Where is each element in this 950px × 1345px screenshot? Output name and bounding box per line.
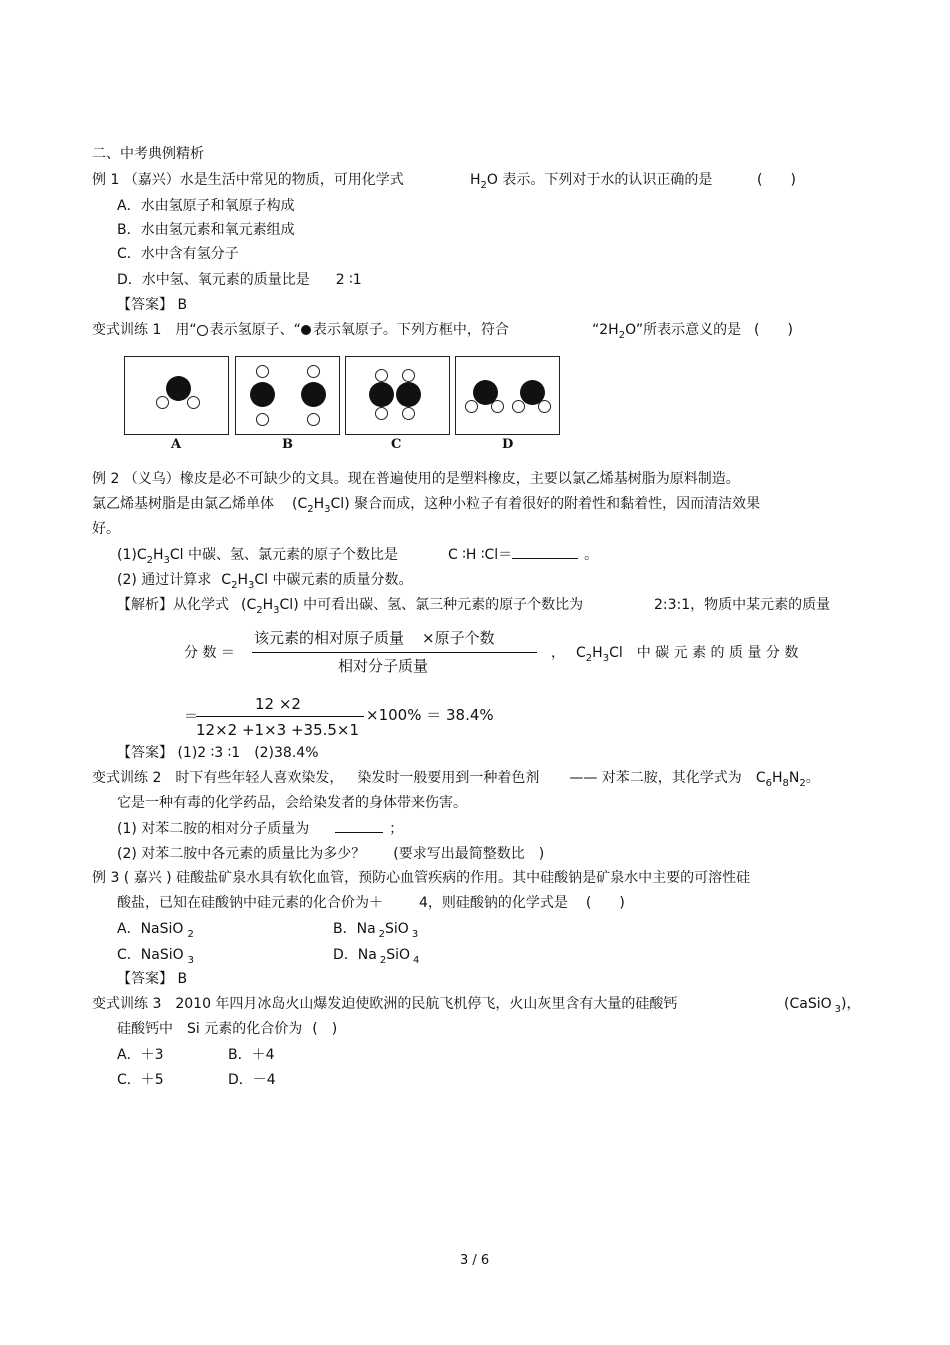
variant2-q1: (1) 对苯二胺的相对分子质量为 ； (117, 821, 404, 837)
example3-line1: 例 3 ( 嘉兴 ) 硅酸盐矿泉水具有软化血管，预防心血管疾病的作用。其中硅酸钠是矿泉水中主要的可溶性硅 (92, 870, 751, 886)
molecule-label-a: A (171, 437, 182, 452)
hydrogen-atom-icon (512, 400, 525, 413)
example2-q1-blank: C ∶H ∶Cl＝ 。 (448, 547, 599, 563)
section-title: 二、中考典例精析 (92, 146, 204, 162)
formula-rhs: $C_2H_3Cl$ 中 碳 元 素 的 质 量 分 数 (576, 645, 799, 664)
molecule-label-c: C (391, 437, 402, 452)
molecule-box-b (235, 356, 340, 435)
calc-result: ×100% ＝ 38.4% (366, 706, 494, 724)
hydrogen-atom-icon (465, 400, 478, 413)
example2-answer: 【答案】 (1)2 ∶3 ∶1 (2)38.4% (117, 745, 319, 761)
example2-line3: 好。 (92, 521, 120, 537)
example1-option-b: B．水由氢元素和氧元素组成 (117, 222, 295, 238)
oxygen-atom-icon (250, 382, 275, 407)
example2-analysis: 【解析】从化学式 $(C_2H_3Cl)$ 中可看出碳、氢、氯三种元素的原子个数比为 (117, 597, 584, 616)
hydrogen-atom-icon (156, 396, 169, 409)
hydrogen-atom-icon (307, 365, 320, 378)
variant1-answer-paren: ( ) (754, 322, 793, 338)
molecule-box-d (455, 356, 560, 435)
variant2-q2: (2) 对苯二胺中各元素的质量比为多少？ (要求写出最简整数比 ) (117, 846, 545, 862)
formula-numerator: 该元素的相对原子质量 ×原子个数 (254, 629, 495, 647)
oxygen-atom-icon (301, 382, 326, 407)
example1-option-a: A．水由氢原子和氧原子构成 (117, 198, 295, 214)
variant3-option-c: C．＋5 (117, 1072, 164, 1088)
hydrogen-atom-icon (187, 396, 200, 409)
hydrogen-atom-icon (197, 325, 208, 336)
hydrogen-atom-icon (402, 369, 415, 382)
example1-answer-paren: ( ) (757, 172, 796, 188)
variant3-option-b: B．＋4 (228, 1047, 275, 1063)
example3-option-a: A．NaSiO $_2$ (117, 921, 194, 940)
molecule-box-c (345, 356, 450, 435)
example2-line1: 例 2 （义乌）橡皮是必不可缺少的文具。现在普遍使用的是塑料橡皮，主要以氯乙烯基树脂为原料制造。 (92, 471, 740, 487)
formula-comma: ， (551, 645, 565, 661)
hydrogen-atom-icon (256, 365, 269, 378)
example1-option-d: D．水中氢、氧元素的质量比是 2 ∶1 (117, 272, 362, 288)
variant3-formula: (CaSiO $_3$)， (784, 996, 861, 1015)
molecule-label-b: B (282, 437, 293, 452)
hydrogen-atom-icon (402, 407, 415, 420)
oxygen-atom-icon (301, 325, 311, 335)
variant3-option-d: D．－4 (228, 1072, 276, 1088)
molecule-label-d: D (502, 437, 514, 452)
variant1-question: 变式训练 1 用“ 表示氢原子、“ 表示氧原子。下列方框中，符合 (92, 322, 509, 338)
fraction-bar (252, 652, 537, 653)
example3-option-c: C．NaSiO $_3$ (117, 947, 194, 966)
example1-formula: $H_2O$ 表示。下列对于水的认识正确的是 (470, 172, 713, 191)
hydrogen-atom-icon (256, 413, 269, 426)
calc-fraction-bar (196, 716, 364, 717)
variant2-line2: 它是一种有毒的化学药品，会给染发者的身体带来伤害。 (117, 795, 467, 811)
variant3-line1: 变式训练 3 2010 年四月冰岛火山爆发迫使欧洲的民航飞机停飞，火山灰里含有大量的硅酸钙 (92, 996, 678, 1012)
oxygen-atom-icon (369, 382, 394, 407)
formula-lhs: 分 数 ＝ (184, 645, 235, 661)
example2-q2: (2) 通过计算求 $C_2H_3Cl$ 中碳元素的质量分数。 (117, 572, 413, 591)
oxygen-atom-icon (166, 376, 191, 401)
calc-numerator: 12 ×2 (255, 695, 301, 713)
hydrogen-atom-icon (307, 413, 320, 426)
hydrogen-atom-icon (491, 400, 504, 413)
variant1-formula: “$2H_2O$”所表示意义的是 (592, 322, 742, 341)
hydrogen-atom-icon (375, 369, 388, 382)
example2-analysis-ratio: 2:3:1，物质中某元素的质量 (654, 597, 831, 613)
example2-q1: $(1)C_2H_3Cl$ 中碳、氢、氯元素的原子个数比是 (117, 547, 399, 566)
example1-option-c: C．水中含有氢分子 (117, 246, 239, 262)
variant3-line2: 硅酸钙中 Si 元素的化合价为 ( ) (117, 1021, 338, 1037)
answer-blank[interactable] (335, 832, 383, 833)
calc-equals: ＝ (184, 709, 198, 725)
example1-question: 例 1 （嘉兴）水是生活中常见的物质，可用化学式 (92, 172, 404, 188)
calc-denominator: 12×2 +1×3 +35.5×1 (196, 721, 360, 739)
example3-answer: 【答案】 B (117, 971, 188, 987)
example3-line2: 酸盐，已知在硅酸钠中硅元素的化合价为＋ 4，则硅酸钠的化学式是 ( ) (117, 895, 625, 911)
molecule-box-a (124, 356, 229, 435)
hydrogen-atom-icon (538, 400, 551, 413)
example3-option-d: D．Na $_2$SiO $_4$ (333, 947, 420, 966)
hydrogen-atom-icon (375, 407, 388, 420)
variant2-line1: 变式训练 2 时下有些年轻人喜欢染发， 染发时一般要用到一种着色剂 —— 对苯二胺，其化学式为 $C_6H_8N_2$。 (92, 770, 820, 789)
formula-denominator: 相对分子质量 (338, 657, 429, 675)
variant3-option-a: A．＋3 (117, 1047, 164, 1063)
example2-line2: 氯乙烯基树脂是由氯乙烯单体 $(C_2H_3Cl)$ 聚合而成，这种小粒子有着很好的附着性和黏着性，因而清洁效果 (92, 496, 761, 515)
answer-blank[interactable] (512, 558, 578, 559)
page-number: 3 / 6 (460, 1253, 490, 1268)
example3-option-b: B．Na $_2$SiO $_3$ (333, 921, 419, 940)
oxygen-atom-icon (396, 382, 421, 407)
example1-answer: 【答案】 B (117, 297, 188, 313)
